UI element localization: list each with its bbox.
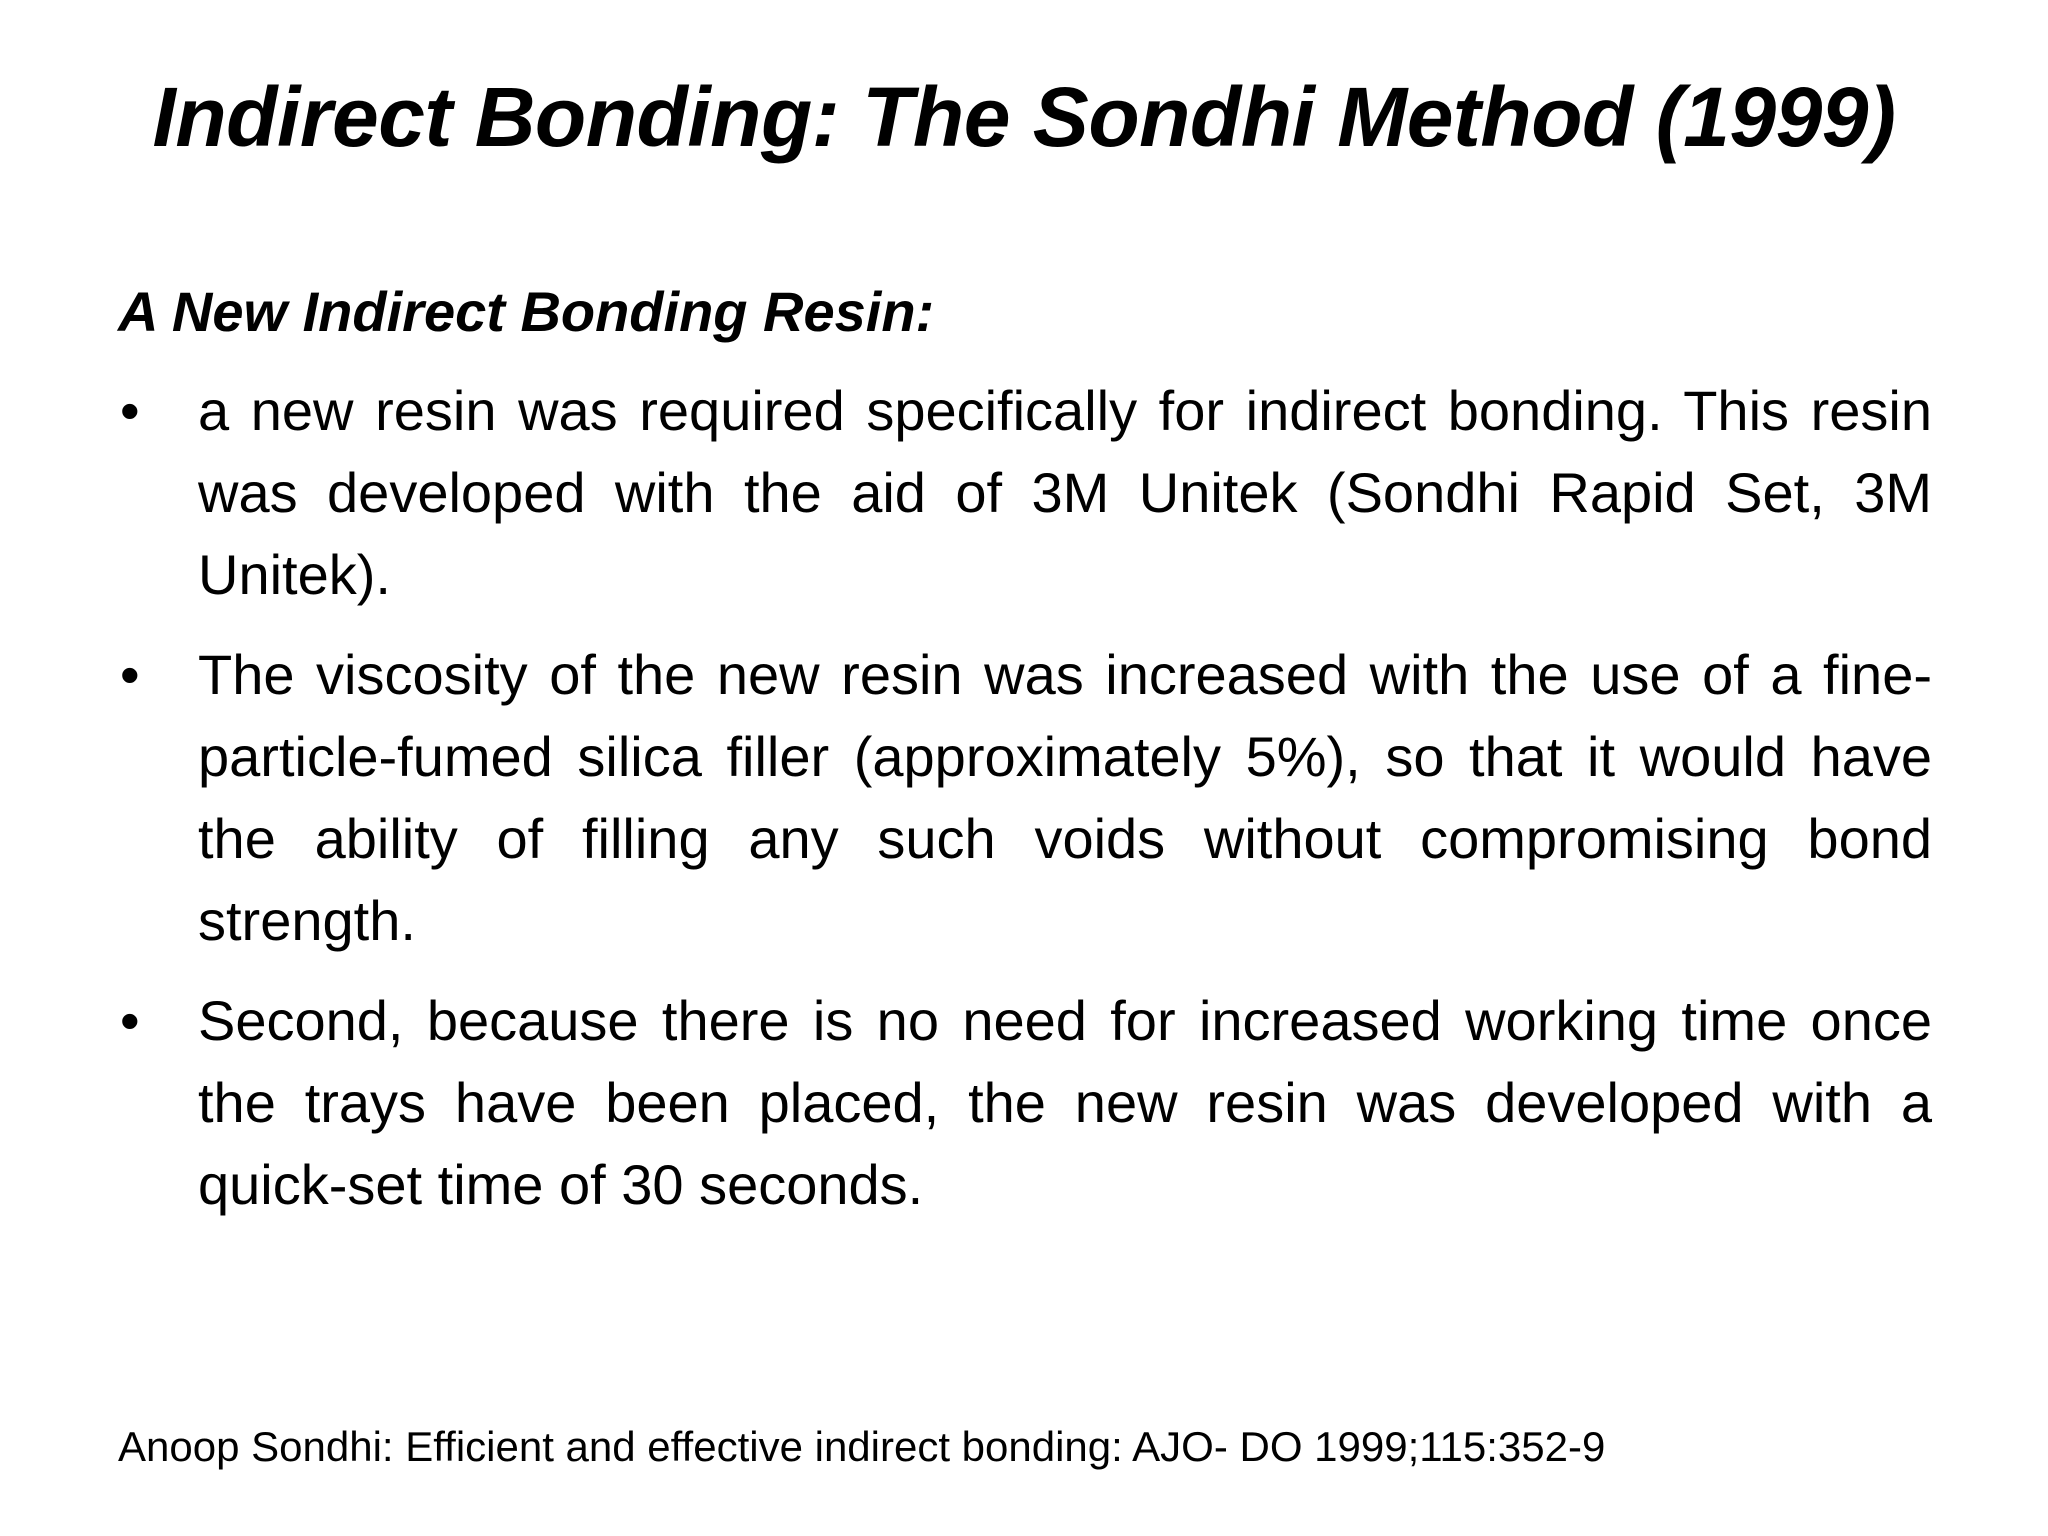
bullet-marker: • [120,643,140,706]
bullet-text: Second, because there is no need for increased working time once the trays have been placed, the new resin was developed with a quick-set time of 30 seconds. [198,989,1932,1216]
bullet-text: The viscosity of the new resin was increased with the use of a fine-particle-fumed silica filler (approximately 5%), so that it would have the ability of filling any such voids without compromising bond strength. [198,643,1932,952]
bullet-list [118,370,1932,1226]
slide-title: Indirect Bonding: The Sondhi Method (1999) [152,70,1896,164]
section-subtitle: A New Indirect Bonding Resin: [118,280,935,343]
slide-content [118,272,1932,1244]
bullet-item [118,634,1932,962]
citation: Anoop Sondhi: Efficient and effective indirect bonding: AJO- DO 1999;115:352-9 [118,1423,1606,1470]
bullet-marker: • [120,379,140,442]
bullet-marker: • [120,989,140,1052]
bullet-item [118,370,1932,616]
bullet-item [118,980,1932,1226]
bullet-text: a new resin was required specifically for indirect bonding. This resin was developed with the aid of 3M Unitek (Sondhi Rapid Set, 3M Unitek). [198,379,1932,606]
